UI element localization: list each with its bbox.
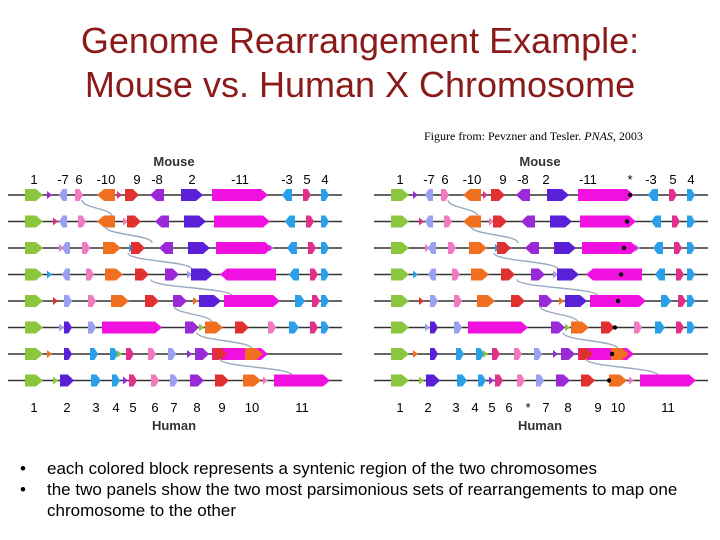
mouse-order-label: 4 [321, 172, 329, 187]
syntenic-block [135, 269, 149, 281]
mouse-order-label: -8 [517, 172, 529, 187]
syntenic-block [25, 348, 43, 360]
syntenic-block [463, 216, 481, 228]
rearrangement-arc [174, 306, 212, 323]
syntenic-block [181, 189, 203, 201]
slide-title-line-1: Genome Rearrangement Example: [80, 20, 640, 61]
syntenic-block [62, 242, 70, 254]
rearrangement-diagram-left [2, 150, 347, 438]
syntenic-block [391, 348, 409, 360]
mouse-order-label: 6 [75, 172, 83, 187]
syntenic-block [25, 216, 43, 228]
rearrangement-arc [105, 227, 152, 244]
syntenic-block [289, 322, 299, 334]
syntenic-block [321, 216, 329, 228]
syntenic-block [131, 242, 145, 254]
syntenic-block [495, 375, 503, 387]
syntenic-block [687, 242, 695, 254]
syntenic-block [75, 189, 83, 201]
syntenic-block [676, 322, 684, 334]
mouse-order-label: -3 [281, 172, 293, 187]
rearrangement-diagram-right [368, 150, 713, 438]
syntenic-block [190, 375, 204, 387]
syntenic-block [88, 322, 96, 334]
rearrangement-arc [151, 280, 232, 297]
syntenic-block [64, 322, 72, 334]
syntenic-block [321, 295, 329, 307]
syntenic-block [653, 242, 663, 254]
syntenic-block [551, 322, 565, 334]
syntenic-block [468, 322, 528, 334]
syntenic-block [212, 189, 268, 201]
syntenic-block [391, 216, 409, 228]
marker-tick [47, 350, 52, 358]
telomere-dot [625, 219, 629, 223]
syntenic-block [648, 189, 658, 201]
syntenic-block [554, 242, 576, 254]
syntenic-block [321, 322, 329, 334]
syntenic-block [534, 348, 542, 360]
syntenic-block [170, 375, 178, 387]
bullet-list [20, 458, 710, 521]
rearrangement-arc [448, 200, 478, 217]
rearrangement-arc [586, 359, 658, 376]
marker-tick [53, 377, 58, 385]
syntenic-block [268, 322, 276, 334]
syntenic-block [452, 269, 460, 281]
syntenic-block [391, 269, 409, 281]
mouse-order-label: 9 [133, 172, 141, 187]
syntenic-block [501, 269, 515, 281]
syntenic-block [25, 375, 43, 387]
syntenic-block [428, 242, 436, 254]
syntenic-block [651, 216, 661, 228]
syntenic-block [274, 375, 330, 387]
syntenic-block [145, 295, 159, 307]
human-order-label: 6 [151, 400, 159, 415]
syntenic-block [493, 216, 507, 228]
bullet-marker: • [20, 459, 26, 478]
syntenic-block [168, 348, 176, 360]
human-order-label: 9 [218, 400, 226, 415]
credit-year: , 2003 [612, 129, 643, 143]
syntenic-block [91, 375, 101, 387]
marker-tick [553, 350, 558, 358]
marker-tick [199, 324, 204, 332]
syntenic-block [511, 295, 525, 307]
syntenic-block [62, 269, 70, 281]
syntenic-block [321, 189, 329, 201]
human-order-label: 7 [542, 400, 550, 415]
syntenic-block [687, 322, 695, 334]
syntenic-block [126, 348, 134, 360]
syntenic-block [303, 189, 311, 201]
human-order-label: 11 [661, 400, 675, 415]
rearrangement-arc [517, 280, 598, 297]
syntenic-block [97, 189, 115, 201]
telomere-dot [610, 352, 614, 356]
syntenic-block [430, 295, 438, 307]
mouse-order-label: -11 [231, 172, 249, 187]
syntenic-block [571, 322, 589, 334]
syntenic-block [112, 375, 120, 387]
syntenic-block [430, 322, 438, 334]
syntenic-block [216, 242, 272, 254]
syntenic-block [565, 295, 587, 307]
syntenic-block [82, 242, 90, 254]
syntenic-block [609, 375, 627, 387]
telomere-dot [607, 378, 611, 382]
syntenic-block [478, 375, 486, 387]
syntenic-block [661, 295, 671, 307]
syntenic-block [517, 375, 525, 387]
syntenic-block [159, 242, 173, 254]
syntenic-block [97, 216, 115, 228]
syntenic-block [86, 269, 94, 281]
human-order-label: 3 [92, 400, 100, 415]
marker-tick [47, 191, 52, 199]
marker-tick [483, 191, 488, 199]
marker-tick [187, 350, 192, 358]
human-order-label: 10 [244, 400, 260, 415]
syntenic-block [59, 216, 67, 228]
syntenic-block [205, 322, 223, 334]
telomere-dot [613, 325, 617, 329]
syntenic-block [514, 348, 522, 360]
human-label: Human [517, 418, 563, 433]
syntenic-block [185, 322, 199, 334]
syntenic-block [64, 295, 72, 307]
syntenic-block [310, 322, 318, 334]
marker-tick [565, 324, 570, 332]
syntenic-block [430, 348, 438, 360]
rearrangement-arc [494, 253, 558, 270]
telomere-dot [622, 246, 626, 250]
syntenic-block [321, 269, 329, 281]
marker-tick [413, 191, 418, 199]
syntenic-block [444, 216, 452, 228]
mouse-order-label: -10 [462, 172, 482, 187]
marker-tick [419, 218, 424, 226]
mouse-order-label: -10 [96, 172, 116, 187]
human-order-label: 1 [30, 400, 38, 415]
syntenic-block [448, 242, 456, 254]
syntenic-block [536, 375, 544, 387]
mouse-order-label: 2 [188, 172, 196, 187]
syntenic-block [539, 295, 553, 307]
syntenic-block [148, 348, 156, 360]
marker-tick [193, 297, 198, 305]
bullet-item [20, 458, 710, 479]
syntenic-block [103, 242, 121, 254]
syntenic-block [391, 322, 409, 334]
human-order-label: 7 [170, 400, 178, 415]
syntenic-block [521, 216, 535, 228]
human-order-label: 2 [63, 400, 71, 415]
mouse-order-label: 2 [542, 172, 550, 187]
mouse-order-label: -7 [57, 172, 69, 187]
human-order-label: 11 [295, 400, 309, 415]
syntenic-block [214, 216, 270, 228]
syntenic-block [173, 295, 187, 307]
syntenic-block [582, 242, 638, 254]
syntenic-block [471, 269, 489, 281]
marker-tick [59, 324, 64, 332]
syntenic-block [391, 295, 409, 307]
syntenic-block [127, 216, 141, 228]
syntenic-block [295, 295, 305, 307]
syntenic-block [224, 295, 280, 307]
slide-title-line-2: Mouse vs. Human X Chromosome [84, 64, 636, 105]
rearrangement-arc [128, 253, 192, 270]
human-order-label: 9 [594, 400, 602, 415]
syntenic-block [243, 375, 261, 387]
syntenic-block [634, 322, 642, 334]
figure-credit [424, 129, 643, 144]
syntenic-block [586, 269, 642, 281]
syntenic-block [454, 295, 462, 307]
mouse-order-label: 1 [30, 172, 38, 187]
human-order-label: 8 [193, 400, 201, 415]
mouse-order-label: 5 [303, 172, 311, 187]
syntenic-block [525, 242, 539, 254]
syntenic-block [477, 295, 495, 307]
syntenic-block [105, 269, 123, 281]
syntenic-block [457, 375, 467, 387]
rearrangement-arc [197, 333, 252, 350]
human-order-label: 1 [396, 400, 404, 415]
syntenic-block [556, 375, 570, 387]
rearrangement-arc [220, 359, 292, 376]
syntenic-block [676, 269, 684, 281]
rearrangement-panel-left [2, 150, 347, 438]
syntenic-block [59, 189, 67, 201]
syntenic-block [289, 269, 299, 281]
syntenic-block [531, 269, 545, 281]
syntenic-block [561, 348, 575, 360]
mouse-order-label: 4 [687, 172, 695, 187]
syntenic-block [516, 189, 530, 201]
syntenic-block [195, 348, 209, 360]
syntenic-block [25, 295, 43, 307]
syntenic-block [151, 375, 159, 387]
mouse-order-label: 9 [499, 172, 507, 187]
credit-journal: PNAS [584, 129, 613, 143]
human-order-label: 5 [488, 400, 496, 415]
syntenic-block [321, 242, 329, 254]
human-label: Human [151, 418, 197, 433]
syntenic-block [220, 269, 276, 281]
mouse-order-label: 6 [441, 172, 449, 187]
mouse-label: Mouse [519, 154, 561, 169]
syntenic-block [78, 216, 86, 228]
mouse-order-label: -7 [423, 172, 435, 187]
rearrangement-arc [82, 200, 112, 217]
syntenic-block [25, 322, 43, 334]
syntenic-block [678, 295, 686, 307]
syntenic-block [428, 269, 436, 281]
marker-tick [413, 271, 418, 279]
rearrangement-arc [471, 227, 518, 244]
human-order-label: 3 [452, 400, 460, 415]
syntenic-block [547, 189, 569, 201]
syntenic-block [282, 189, 292, 201]
syntenic-block [306, 216, 314, 228]
syntenic-block [215, 375, 229, 387]
marker-tick [419, 297, 424, 305]
marker-tick [413, 350, 418, 358]
human-order-label: 5 [129, 400, 137, 415]
telomere-dot [616, 299, 620, 303]
human-order-label: 8 [564, 400, 572, 415]
marker-tick [559, 297, 564, 305]
syntenic-block [640, 375, 696, 387]
marker-tick [425, 324, 430, 332]
mouse-order-label: -11 [579, 172, 597, 187]
human-order-label: 4 [112, 400, 120, 415]
syntenic-block [581, 375, 595, 387]
bullet-text: each colored block represents a syntenic region of the two chromosomes [47, 459, 597, 478]
mouse-label: Mouse [153, 154, 195, 169]
syntenic-block [492, 348, 500, 360]
syntenic-block [655, 269, 665, 281]
marker-tick [489, 377, 494, 385]
syntenic-block [60, 375, 74, 387]
mouse-order-label: -3 [645, 172, 657, 187]
telomere-dot [619, 272, 623, 276]
syntenic-block [497, 242, 511, 254]
syntenic-block [155, 216, 169, 228]
syntenic-block [111, 295, 129, 307]
marker-tick [123, 377, 128, 385]
human-order-label: 10 [610, 400, 626, 415]
syntenic-block [425, 216, 433, 228]
syntenic-block [655, 322, 665, 334]
syntenic-block [391, 189, 409, 201]
syntenic-block [285, 216, 295, 228]
mouse-order-label: * [627, 172, 633, 187]
syntenic-block [287, 242, 297, 254]
syntenic-block [672, 216, 680, 228]
syntenic-block [550, 216, 572, 228]
syntenic-block [191, 269, 213, 281]
marker-tick [117, 191, 122, 199]
syntenic-block [578, 189, 634, 201]
marker-tick [53, 297, 58, 305]
syntenic-block [454, 322, 462, 334]
syntenic-block [469, 242, 487, 254]
syntenic-block [188, 242, 210, 254]
syntenic-block [312, 295, 320, 307]
syntenic-block [391, 375, 409, 387]
marker-tick [629, 377, 634, 385]
syntenic-block [476, 348, 484, 360]
syntenic-block [25, 242, 43, 254]
syntenic-block [426, 375, 440, 387]
syntenic-block [184, 216, 206, 228]
syntenic-block [90, 348, 98, 360]
syntenic-block [557, 269, 579, 281]
rearrangement-arc [563, 333, 618, 350]
syntenic-block [687, 189, 695, 201]
syntenic-block [391, 242, 409, 254]
syntenic-block [102, 322, 162, 334]
rearrangement-arc [540, 306, 578, 323]
marker-tick [419, 377, 424, 385]
bullet-text: the two panels show the two most parsimonious sets of rearrangements to map one chromosome to the other [47, 480, 678, 520]
syntenic-block [199, 295, 221, 307]
human-order-label: 4 [471, 400, 479, 415]
syntenic-block [463, 189, 481, 201]
syntenic-block [669, 189, 677, 201]
syntenic-block [165, 269, 179, 281]
syntenic-block [25, 269, 43, 281]
syntenic-block [235, 322, 249, 334]
mouse-order-label: -8 [151, 172, 163, 187]
syntenic-block [425, 189, 433, 201]
human-order-label: 6 [505, 400, 513, 415]
syntenic-block [310, 269, 318, 281]
marker-tick [53, 218, 58, 226]
mouse-order-label: 5 [669, 172, 677, 187]
syntenic-block [456, 348, 464, 360]
human-order-label: * [525, 400, 531, 415]
syntenic-block [64, 348, 72, 360]
bullet-marker: • [20, 480, 26, 499]
syntenic-block [308, 242, 316, 254]
marker-tick [47, 271, 52, 279]
syntenic-block [88, 295, 96, 307]
mouse-order-label: 1 [396, 172, 404, 187]
credit-text: Figure from: Pevzner and Tesler. [424, 129, 585, 143]
syntenic-block [25, 189, 43, 201]
telomere-dot [628, 193, 632, 197]
marker-tick [263, 377, 268, 385]
syntenic-block [150, 189, 164, 201]
bullet-item [20, 479, 710, 521]
syntenic-block [491, 189, 505, 201]
syntenic-block [125, 189, 139, 201]
syntenic-block [687, 269, 695, 281]
syntenic-block [129, 375, 137, 387]
syntenic-block [110, 348, 118, 360]
syntenic-block [674, 242, 682, 254]
syntenic-block [687, 295, 695, 307]
rearrangement-panel-right [368, 150, 713, 438]
syntenic-block [687, 216, 695, 228]
human-order-label: 2 [424, 400, 432, 415]
syntenic-block [441, 189, 449, 201]
